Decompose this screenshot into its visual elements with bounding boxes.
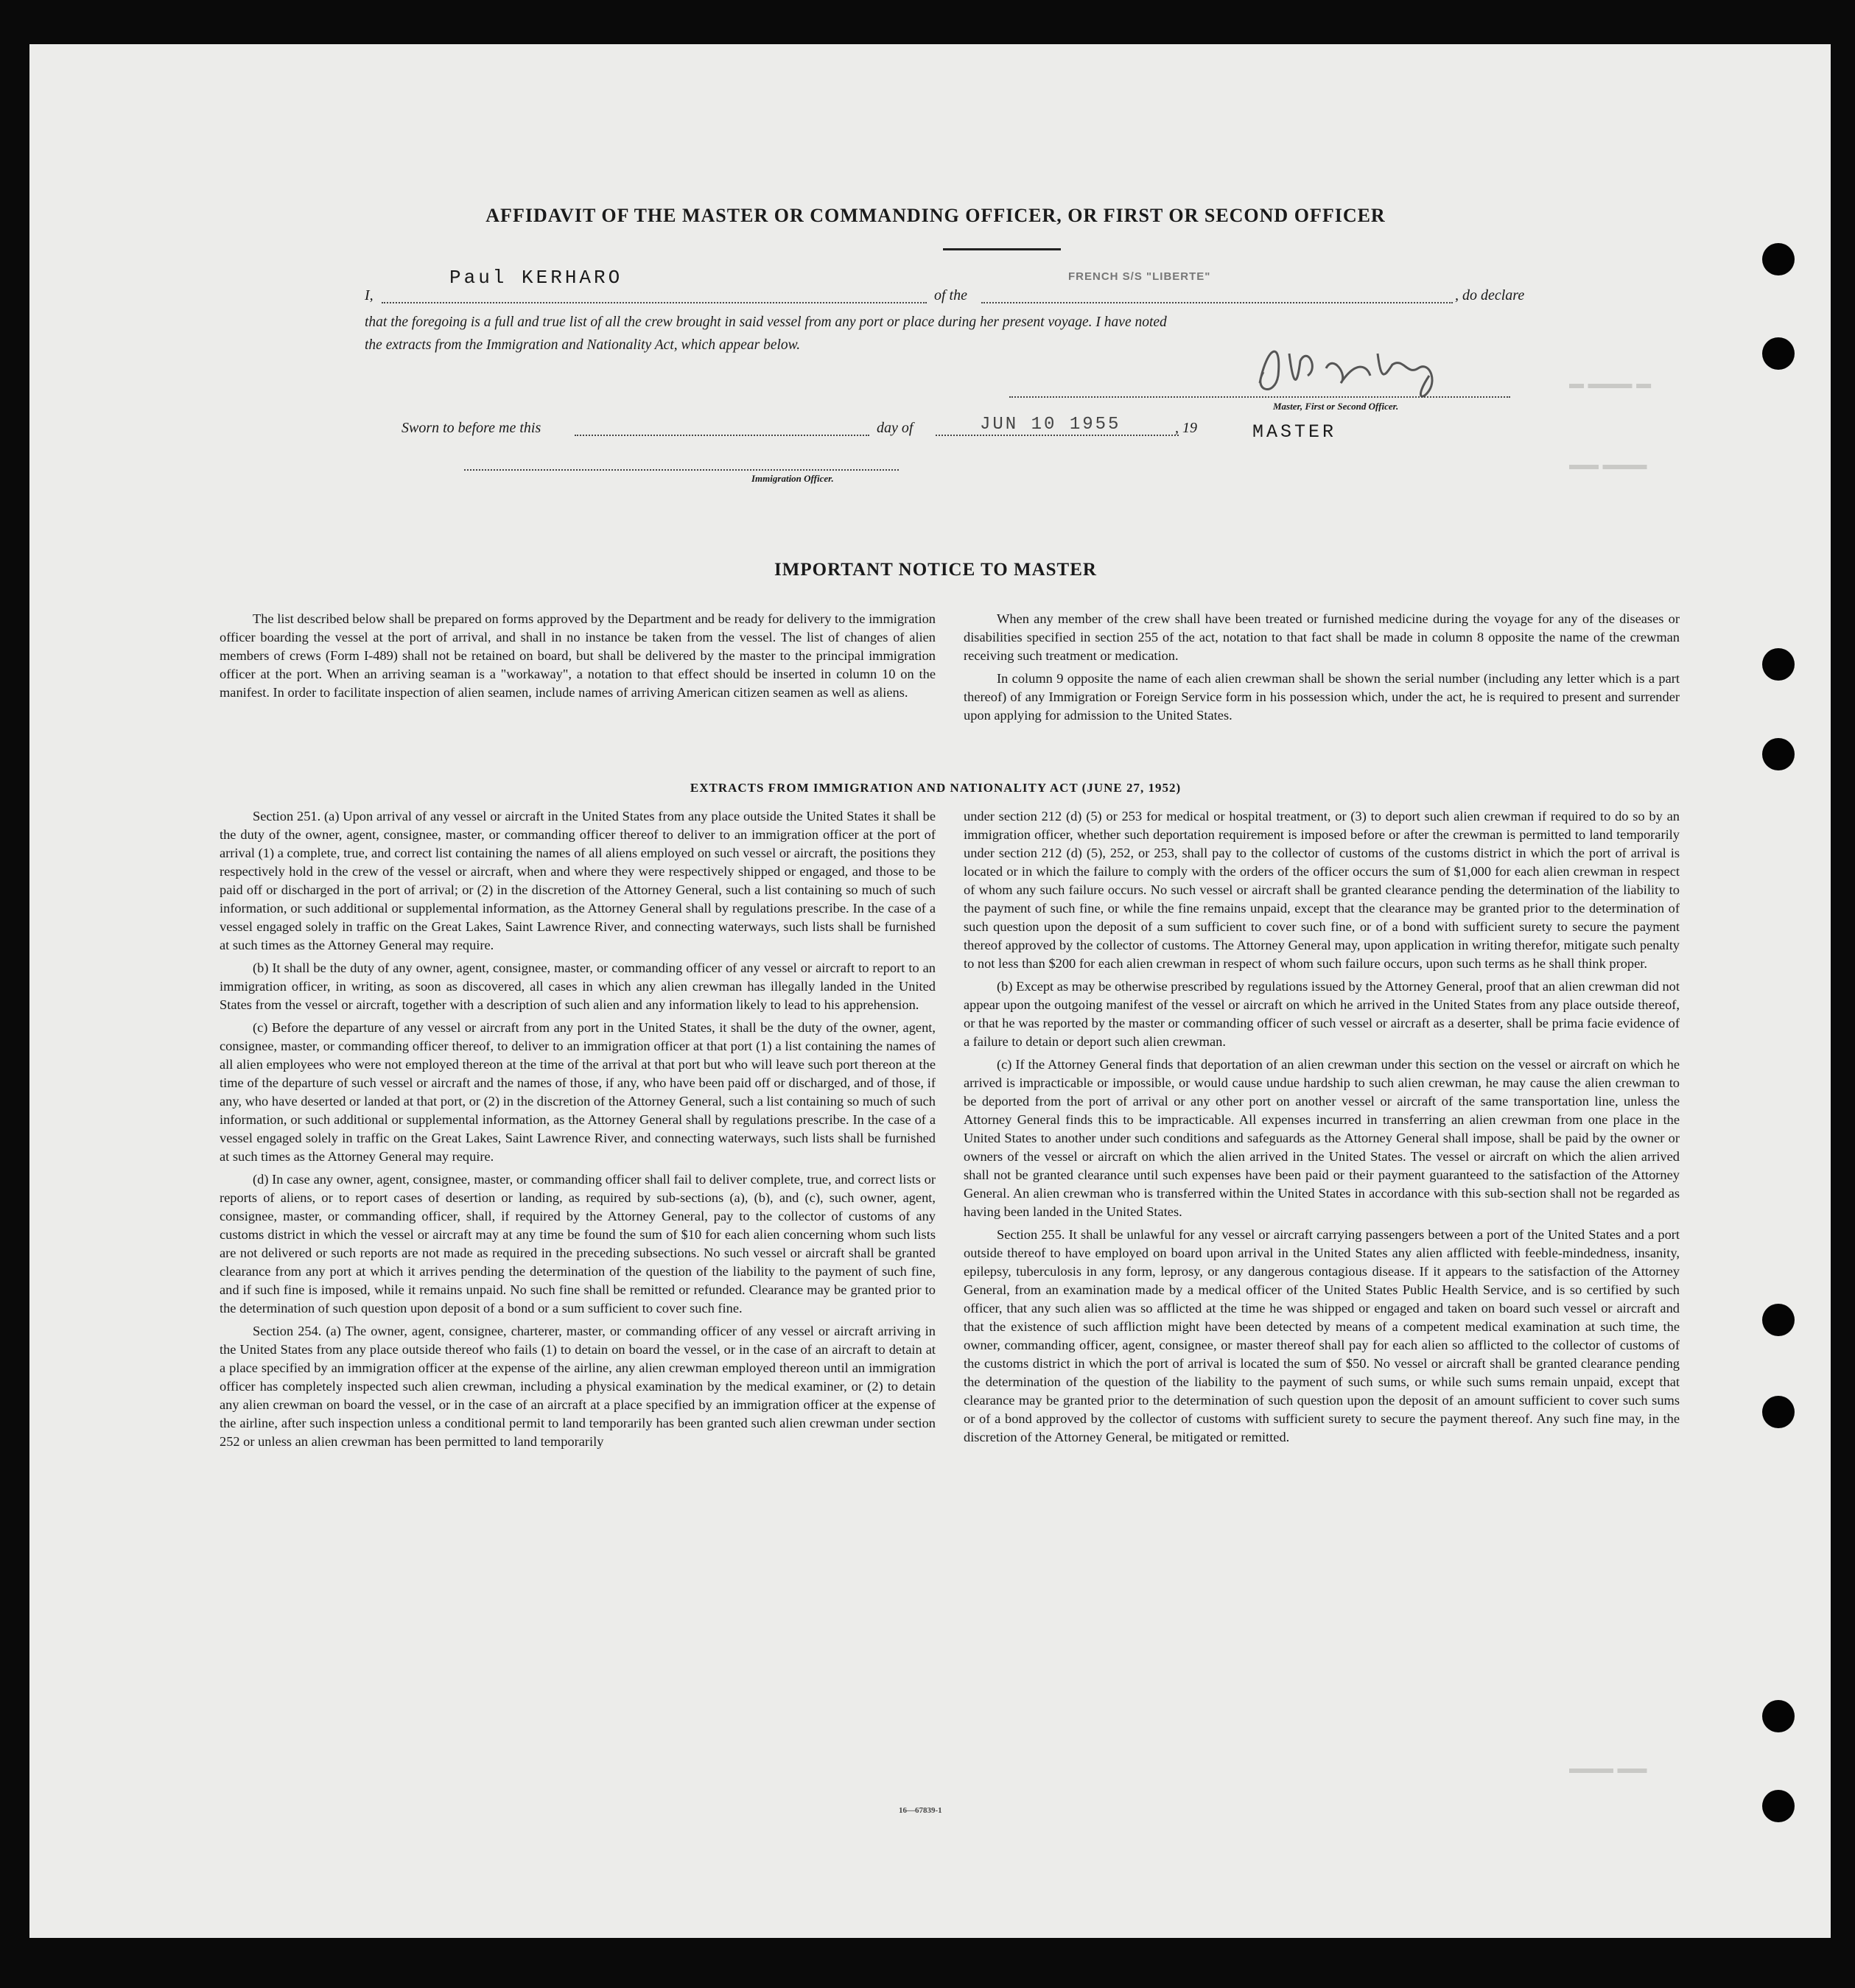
binder-hole	[1762, 337, 1795, 370]
notice-left-paragraph: The list described below shall be prepared on forms approved by the Department and be ready for delivery to the immigration officer boarding the vessel at the port of arrival, and shall in no instance be taken from the vessel. The list of changes of alien members of crews (Form I-489) shall not be retained on board, but shall be delivered by the master to the principal immigration officer at the port. When an arriving seaman is a "workaway", a notation to that effect should be inserted in column 10 on the manifest. In order to facilitate inspection of alien seamen, include names of arriving American citizen seamen as well as aliens.	[220, 611, 936, 700]
notice-right-paragraph-1: When any member of the crew shall have been treated or furnished medicine during the voyage for any of the diseases or disabilities specified in section 255 of the act, notation to that fact shall be made in column 8 opposite the name of the crewman receiving such treatment or medication.	[964, 611, 1680, 663]
sworn-label: Sworn to before me this	[401, 420, 541, 436]
year-label: , 19	[1175, 420, 1197, 436]
section-254-b: (b) Except as may be otherwise prescribed by regulations issued by the Attorney General, proof that an alien crewman did not appear upon the outgoing manifest of the vessel or aircraft on which he arrived in the United States from any place outside thereof, or that he was reported by the master or commanding officer of such vessel or aircraft as a deserter, shall be prima facie evidence of a failure to detain or deport such alien crewman.	[964, 979, 1680, 1049]
binder-hole	[1762, 1396, 1795, 1428]
form-code: 16—67839-1	[899, 1806, 942, 1815]
extracts-left-column	[220, 807, 936, 1455]
notice-right	[964, 610, 1680, 729]
section-251-b: (b) It shall be the duty of any owner, agent, consignee, master, or commanding officer of any vessel or aircraft to report to an immigration officer, in writing, as soon as discovered, all cases in which any alien crewman has illegally landed in the United States from the vessel or aircraft, together with a description of such alien and any information likely to lead to his apprehension.	[220, 960, 936, 1012]
notice-title: IMPORTANT NOTICE TO MASTER	[774, 560, 1097, 580]
date-stamp: JUN 10 1955	[980, 415, 1121, 435]
notice-left	[220, 569, 936, 706]
notice-right-paragraph-2: In column 9 opposite the name of each alien crewman shall be shown the serial number (including any letter which is a part thereof) of any Immigration or Foreign Service form in his possession which, under the act, he is required to present and surrender upon applying for admission to the United States.	[964, 671, 1680, 723]
binder-hole	[1762, 648, 1795, 681]
day-of-label: day of	[877, 420, 914, 436]
statement-line-1: that the foregoing is a full and true list of all the crew brought in said vessel from any port or place during her present voyage. I have noted	[365, 315, 1167, 330]
section-254-a: Section 254. (a) The owner, agent, consignee, charterer, master, or commanding officer of any vessel or aircraft arriving in the United States from any place outside thereof who fails (1) to detain on board the vessel, or in the case of an aircraft to detain at a place specified by an immigration officer at the expense of the airline, any alien crewman employed thereon until an immigration officer has completely inspected such alien crewman, including a physical examination by the medical examiner, or (2) to detain any alien crewman on board the vessel, or in the case of an aircraft at a place specified by an immigration officer at the expense of the airline, after such inspection unless a conditional permit to land temporarily has been granted such alien crewman under section 252 or unless an alien crewman has been permitted to land temporarily	[220, 1324, 936, 1449]
statement-line-2: the extracts from the Immigration and Nationality Act, which appear below.	[365, 337, 801, 353]
section-251-c: (c) Before the departure of any vessel or aircraft from any port in the United States, it shall be the duty of the owner, agent, consignee, master, or commanding officer thereof, to deliver to an immigration officer at that port (1) a list containing the names of all alien employees who were not employed thereon at the time of the arrival at that port but who will leave such port thereon at the time of the departure of such vessel or aircraft and the names of those, if any, who have been paid off or discharged, and of those, if any, who have deserted or landed at that port, or (2) in the discretion of the Attorney General, such a list containing so much of such information, or such additional or supplemental information, as the Attorney General shall by regulations prescribe. In the case of a vessel engaged solely in traffic on the Great Lakes, Saint Lawrence River, and connecting waterways, such lists shall be furnished at such times as the Attorney General may require.	[220, 1020, 936, 1164]
section-251-a: Section 251. (a) Upon arrival of any vessel or aircraft in the United States from any place outside the United States it shall be the duty of the owner, agent, consignee, master, or commanding officer thereof to deliver to an immigration officer at the port of arrival (1) a complete, true, and correct list containing the names of all aliens employed on such vessel or aircraft, the positions they respectively hold in the crew of the vessel or aircraft, when and where they were respectively shipped or engaged, and those to be paid off or discharged in the port of arrival; or (2) in the discretion of the Attorney General, such a list containing so much of such information, or such additional or supplemental information, as the Attorney General shall by regulations prescribe. In the case of a vessel engaged solely in traffic on the Great Lakes, Saint Lawrence River, and connecting waterways, such lists shall be furnished at such times as the Attorney General may require.	[220, 809, 936, 952]
of-the-label: of the	[934, 287, 967, 303]
title-underline	[943, 248, 1061, 250]
i-label: I,	[365, 287, 374, 303]
binder-hole	[1762, 1790, 1795, 1822]
binder-hole	[1762, 738, 1795, 770]
section-251-d: (d) In case any owner, agent, consignee, master, or commanding officer shall fail to deliver complete, true, and correct lists or reports of aliens, or to report cases of desertion or landing, as required by sub-sections (a), (b), and (c), such owner, agent, consignee, master, or commanding officer, shall, if required by the Attorney General, pay to the collector of customs of any customs district in which the vessel or aircraft may at any time be found the sum of $10 for each alien concerning whom such lists are not delivered or such reports are not made as required in the preceding subsections. No such vessel or aircraft shall be granted clearance from any port at which it arrives pending the determination of the question of the liability to the payment of such fine, and if such fine is imposed, while it remains unpaid. No such fine shall be remitted or refunded. Clearance may be granted prior to the determination of such question upon deposit of a bond or a sum sufficient to cover such fine.	[220, 1172, 936, 1316]
binder-hole	[1762, 1700, 1795, 1732]
extracts-right-column	[964, 807, 1680, 1451]
section-254-c: (c) If the Attorney General finds that deportation of an alien crewman under this section on the vessel or aircraft on which he arrived is impracticable or impossible, or would cause undue hardship to such alien crewman, he may cause the alien crewman to be deported from the port of arrival or any other port on another vessel or aircraft of the same transportation line, unless the Attorney General finds this to be impracticable. All expenses incurred in transferring an alien crewman from one place in the United States to another under such conditions and safeguards as the Attorney General shall impose, shall be paid by the owner or owners of the vessel or aircraft on which the alien arrived in the United States. The vessel or aircraft on which the alien arrived shall not be granted clearance until such expenses have been paid or their payment guaranteed to the satisfaction of the Attorney General. An alien crewman who is transferred within the United States in accordance with this sub-section shall not be regarded as having been landed in the United States.	[964, 1057, 1680, 1219]
vessel-name: FRENCH S/S "LIBERTE"	[1068, 270, 1211, 283]
officer-caption: Immigration Officer.	[751, 473, 834, 484]
master-name: Paul KERHARO	[449, 267, 623, 289]
signer-caption: Master, First or Second Officer.	[1273, 401, 1399, 412]
affidavit-title: AFFIDAVIT OF THE MASTER OR COMMANDING OFFICER, OR FIRST OR SECOND OFFICER	[485, 205, 1386, 226]
bleed-through-marks: ▬ ▬▬▬ ▬	[1569, 376, 1652, 392]
section-255: Section 255. It shall be unlawful for any vessel or aircraft carrying passengers between a port of the United States and a port outside thereof to have employed on board upon arrival in the United States any alien afflicted with feeble-mindedness, insanity, epilepsy, tuberculosis in any form, leprosy, or any dangerous contagious disease. If it appears to the satisfaction of the Attorney General, from an examination made by a medical officer of the United States Public Health Service, and is so certified by such officer, that any such alien was so afflicted at the time he was shipped or engaged and taken on board such vessel or aircraft and that the existence of such affliction might have been detected by means of a competent medical examination at such time, the owner, commanding officer, agent, consignee, or master thereof shall pay for each alien so afflicted to the collector of customs of the customs district in which the port of arrival is located the sum of $50. No vessel or aircraft shall be granted clearance pending the determination of the question of the liability to the payment of such sums, or while such sums remain unpaid, except that clearance may be granted prior to the determination of such question upon the deposit of an amount sufficient to cover such sums or of a bond approved by the collector of customs with sufficient surety to secure the payment thereof. Any such fine may, in the discretion of the Attorney General, be mitigated or remitted.	[964, 1227, 1680, 1444]
section-254-a-continued: under section 212 (d) (5) or 253 for medical or hospital treatment, or (3) to deport such alien crewman if required to do so by an immigration officer, whether such deportation requirement is imposed before or after the crewman is permitted to land temporarily under section 212 (d) (5), 252, or 253, shall pay to the collector of customs of the customs district in which the port of arrival is located or in which the failure to comply with the orders of the officer occurs the sum of $1,000 for each alien crewman in respect of whom any such failure occurs. No such vessel or aircraft shall be granted clearance pending the determination of the liability to the payment of such fine, or while the fine remains unpaid, except that the clearance may be granted prior to the determination of such question upon the deposit of a sum sufficient to cover such fine, or of a bond with sufficient surety to secure the payment thereof approved by the collector of customs. The Attorney General may, upon application in writing therefor, mitigate such penalty to not less than $200 for each alien crewman in respect of whom such failure occurs, upon such terms as he shall think proper.	[964, 809, 1680, 971]
binder-hole	[1762, 1304, 1795, 1336]
binder-hole	[1762, 243, 1795, 275]
document-page: ▬ ▬▬▬ ▬ ▬▬ ▬▬▬ ▬▬▬ ▬▬ AFFIDAVIT OF THE MASTER OR COMMANDING OFFICER, OR FIRST OR SECOND OFFICER I, Paul KERHARO of the FRENCH S/S "LIBERTE" , do declare that the foregoing is a full and true list of all the crew brought in said vessel from any port or place during her present voyage. I have noted the extracts from the Immigration and Nationality Act, which appear below. Master, First or Second Officer. Sworn to before me this day of JUN 10 1955 , 19 MASTER Immigration Officer. IMPORTANT NOTICE TO MASTER The list described below shall be prepared on forms approved by the Department and be ready for delivery to the immigration officer boarding the vessel at the port of arrival, and shall in no instance be taken from the vessel. The list of changes of alien members of crews (Form I-489) shall not be retained on board, but shall be delivered by the master to the principal immigration officer at the port. When an arriving seaman is a "workaway", a notation to that effect should be inserted in column 10 on the manifest. In order to facilitate inspection of alien seamen, include names of arriving American citizen seamen as well as aliens. When any member of the crew shall have been treated or furnished medicine during the voyage for any of the diseases or disabilities specified in section 255 of the act, notation to that fact shall be made in column 8 opposite the name of the crewman receiving such treatment or medication. In column 9 opposite the name of each alien crewman shall be shown the serial number (including any letter which is a part thereof) of any Immigration or Foreign Service form in his possession which, under the act, he is required to present and surrender upon applying for admission to the United States. EXTRACTS FROM IMMIGRATION AND NATIONALITY ACT (JUNE 27, 1952) Section 251. (a) Upon arrival of any vessel or aircraft in the United States from any place outside the United States it shall be the duty of the owner, agent, consignee, master, or commanding officer thereof to deliver to an immigration officer at the port of arrival (1) a complete, true, and correct list containing the names of all aliens employed on such vessel or aircraft, the positions they respectively hold in the crew of the vessel or aircraft, when and where they were respectively shipped or engaged, and those to be paid off or discharged in the port of arrival; or (2) in the discretion of the Attorney General, such a list containing so much of such information, or such additional or supplemental information, as the Attorney General shall by regulations prescribe. In the case of a vessel engaged solely in traffic on the Great Lakes, Saint Lawrence River, and connecting waterways, such lists shall be furnished at such times as the Attorney General may require. (b) It shall be the duty of any owner, agent, consignee, master, or commanding officer of any vessel or aircraft to report to an immigration officer, in writing, as soon as discovered, all cases in which any alien crewman has illegally landed in the United States from the vessel or aircraft, together with a description of such alien and any information likely to lead to his apprehension. (c) Before the departure of any vessel or aircraft from any port in the United States, it shall be the duty of the owner, agent, consignee, master, or commanding officer thereof, to deliver to an immigration officer at that port (1) a list containing the names of all alien employees who were not employed thereon at the time of the arrival at that port but who will leave such port thereon at the time of the departure of such vessel or aircraft and the names of those, if any, who have been paid off or discharged, and of those, if any, who have deserted or landed at that port, or (2) in the discretion of the Attorney General, such a list containing so much of such information, or such additional or supplemental information, as the Attorney General shall by regulations prescribe. In the case of a vessel engaged solely in traffic on the Great Lakes, Saint Lawrence River, and connecting waterways, such lists shall be furnished at such times as the Attorney General may require. (d) In case any owner, agent, consignee, master, or commanding officer shall fail to deliver complete, true, and correct lists or reports of aliens, or to report cases of desertion or landing, as required by sub-sections (a), (b), and (c), such owner, agent, consignee, master, or commanding officer, shall, if required by the Attorney General, pay to the collector of customs of any customs district in which the vessel or aircraft may at any time be found the sum of $10 for each alien concerning whom such lists are not delivered or such reports are not made as required in the preceding subsections. No such vessel or aircraft shall be granted clearance from any port at which it arrives pending the determination of the question of the liability to the payment of such fine, and if such fine is imposed, while it remains unpaid. No such fine shall be remitted or refunded. Clearance may be granted prior to the determination of such question upon deposit of a bond or a sum sufficient to cover such fine. Section 254. (a) The owner, agent, consignee, charterer, master, or commanding officer of any vessel or aircraft arriving in the United States from any place outside thereof who fails (1) to detain on board the vessel, or in the case of an aircraft to detain at a place specified by an immigration officer at the expense of the airline, any alien crewman employed thereon until an immigration officer has completely inspected such alien crewman, including a physical examination by the medical examiner, or (2) to detain any alien crewman on board the vessel, or in the case of an aircraft at a place specified by an immigration officer at the expense of the airline, after such inspection unless a conditional permit to land temporarily has been granted such alien crewman under section 252 or unless an alien crewman has been permitted to land temporarily under section 212 (d) (5) or 253 for medical or hospital treatment, or (3) to deport such alien crewman if required to do so by an immigration officer, whether such deportation requirement is imposed before or after the crewman is permitted to land temporarily under section 212 (d) (5), 252, or 253, shall pay to the collector of customs of the customs district in which the port of arrival is located or in which the failure to comply with the orders of the officer occurs the sum of $1,000 for each alien crewman in respect of whom any such failure occurs. No such vessel or aircraft shall be granted clearance pending the determination of the liability to the payment of such fine, or while the fine remains unpaid, except that the clearance may be granted prior to the determination of such question upon the deposit of a sum sufficient to cover such fine, or of a bond with sufficient surety to secure the payment thereof approved by the collector of customs. The Attorney General may, upon application in writing therefor, mitigate such penalty to not less than $200 for each alien crewman in respect of whom such failure occurs, upon such terms as he shall think proper. (b) Except as may be otherwise prescribed by regulations issued by the Attorney General, proof that an alien crewman did not appear upon the outgoing manifest of the vessel or aircraft on which he arrived in the United States from any place outside thereof, or that he was reported by the master or commanding officer of such vessel or aircraft as a deserter, shall be prima facie evidence of a failure to detain or deport such alien crewman. (c) If the Attorney General finds that deportation of an alien crewman under this section on the vessel or aircraft on which he arrived is impracticable or impossible, or would cause undue hardship to such alien crewman, he may cause the alien crewman to be deported from the port of arrival or any other port on another vessel or aircraft of the same transportation line, unless the Attorney General finds this to be impracticable. All expenses incurred in transferring an alien crewman from one place in the United States to another under such conditions and safeguards as the Attorney General shall impose, shall be paid by the owner or owners of the vessel or aircraft on which the alien arrived in the United States. The vessel or aircraft on which the alien arrived shall not be granted clearance until such expenses have been paid or their payment guaranteed to the satisfaction of the Attorney General. An alien crewman who is transferred within the United States in accordance with this sub-section shall not be regarded as having been landed in the United States. Section 255. It shall be unlawful for any vessel or aircraft carrying passengers between a port of the United States and a port outside thereof to have employed on board upon arrival in the United States any alien afflicted with feeble-mindedness, insanity, epilepsy, tuberculosis in any form, leprosy, or any dangerous contagious disease. If it appears to the satisfaction of the Attorney General, from an examination made by a medical officer of the United States Public Health Service, and is so certified by such officer, that any such alien was so afflicted at the time he was shipped or engaged and taken on board such vessel or aircraft and that the existence of such affliction might have been detected by means of a competent medical examination at such time, the owner, commanding officer, agent, consignee, or master thereof shall pay for each alien so afflicted to the collector of customs of the customs district in which the port of arrival is located the sum of $50. No vessel or aircraft shall be granted clearance pending the determination of the question of the liability to the payment of such sums, or while such sums remain unpaid, except that clearance may be granted prior to the determination of such question upon the deposit of an amount sufficient to cover such sums or of a bond approved by the collector of customs with sufficient surety to secure the payment thereof. Any such fine may, in the discretion of the Attorney General, be mitigated or remitted. 16—67839-1	[29, 44, 1831, 1938]
extracts-title: EXTRACTS FROM IMMIGRATION AND NATIONALITY ACT (JUNE 27, 1952)	[690, 781, 1182, 795]
rank: MASTER	[1252, 421, 1337, 443]
do-declare-label: , do declare	[1455, 287, 1525, 303]
